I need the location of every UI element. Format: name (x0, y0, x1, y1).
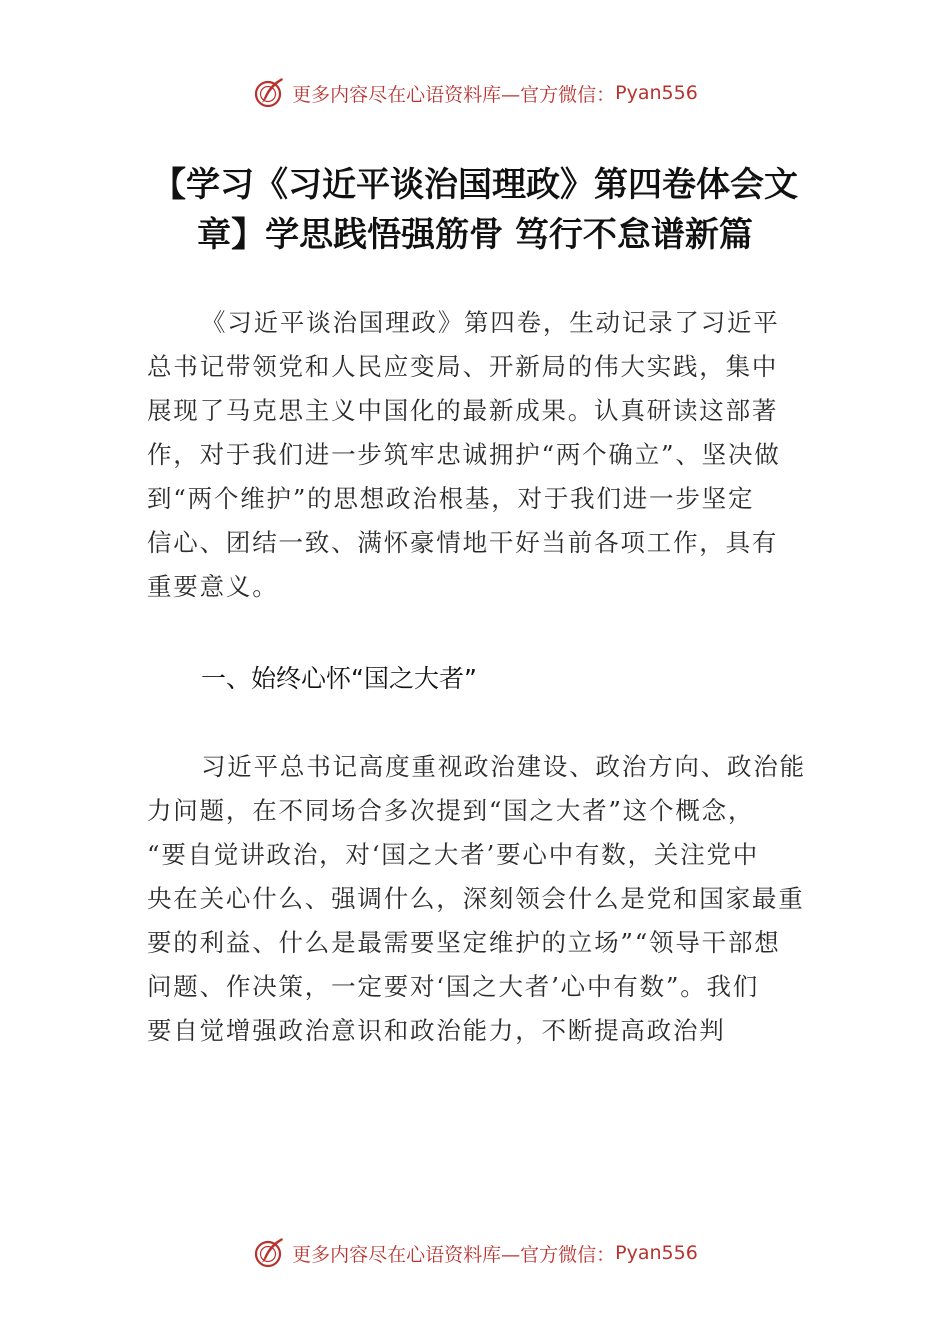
paragraph-line: “要自觉讲政治，对‘国之大者’要心中有数，关注党中 (147, 840, 760, 869)
header-watermark (0, 73, 950, 113)
paragraph-line: 《习近平谈治国理政》第四卷，生动记录了习近平 (201, 308, 780, 337)
intro-paragraph (147, 301, 825, 609)
quill-seal-logo-icon (252, 1236, 286, 1270)
watermark-wechat-id: Pyan556 (615, 1242, 698, 1264)
paragraph-line: 展现了马克思主义中国化的最新成果。认真研读这部著 (147, 396, 779, 425)
title-line-2: 章】学思践悟强筋骨 笃行不怠谱新篇 (197, 215, 753, 255)
paragraph-line: 到“两个维护”的思想政治根基，对于我们进一步坚定 (147, 484, 755, 513)
paragraph-line: 总书记带领党和人民应变局、开新局的伟大实践，集中 (147, 352, 779, 381)
document-title (130, 160, 820, 260)
section-paragraph (147, 745, 825, 1053)
paragraph-line: 力问题，在不同场合多次提到“国之大者”这个概念， (147, 796, 755, 825)
paragraph-line: 问题、作决策，一定要对‘国之大者’心中有数”。我们 (147, 972, 760, 1001)
watermark-text: 更多内容尽在心语资料库—官方微信： (292, 83, 616, 106)
paragraph-line: 习近平总书记高度重视政治建设、政治方向、政治能 (201, 752, 806, 781)
watermark-text: 更多内容尽在心语资料库—官方微信： (292, 1243, 616, 1266)
title-line-1: 【学习《习近平谈治国理政》第四卷体会文 (152, 165, 798, 205)
paragraph-line: 信心、团结一致、满怀豪情地干好当前各项工作，具有 (147, 528, 779, 557)
paragraph-line: 要的利益、什么是最需要坚定维护的立场”“领导干部想 (147, 928, 781, 957)
watermark-wechat-id: Pyan556 (615, 82, 698, 104)
quill-seal-logo-icon (252, 76, 286, 110)
paragraph-line: 作，对于我们进一步筑牢忠诚拥护“两个确立”、坚决做 (147, 440, 781, 469)
paragraph-line: 央在关心什么、强调什么，深刻领会什么是党和国家最重 (147, 884, 805, 913)
footer-watermark (0, 1233, 950, 1273)
section-heading: 一、始终心怀“国之大者” (201, 664, 477, 693)
paragraph-line: 重要意义。 (147, 572, 279, 601)
paragraph-line: 要自觉增强政治意识和政治能力，不断提高政治判 (147, 1016, 726, 1045)
